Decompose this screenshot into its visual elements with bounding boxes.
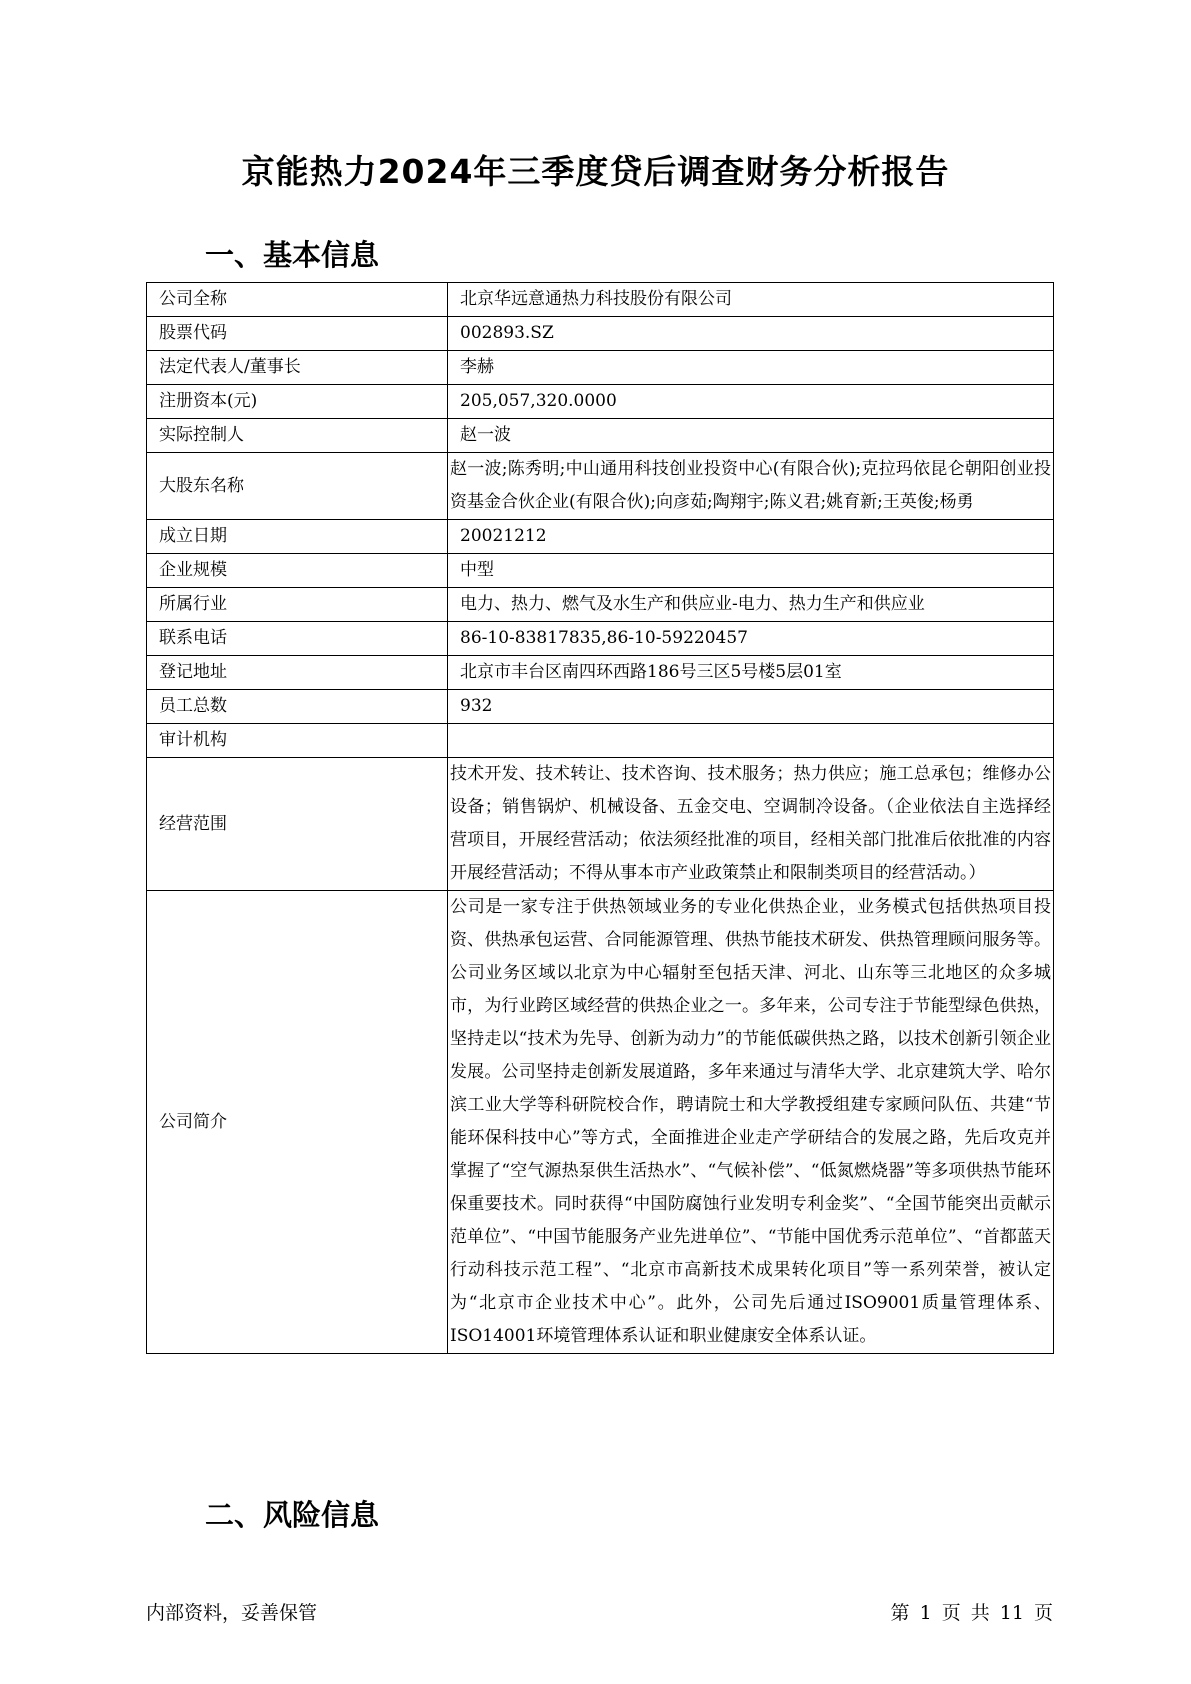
row-value: 李赫: [448, 351, 1054, 385]
row-label: 公司简介: [147, 891, 448, 1354]
row-value: 赵一波;陈秀明;中山通用科技创业投资中心(有限合伙);克拉玛依昆仑朝阳创业投资基金合伙企业(有限合伙);向彦茹;陶翔宇;陈义君;姚育新;王英俊;杨勇: [448, 453, 1054, 520]
row-label: 公司全称: [147, 283, 448, 317]
table-row: [147, 351, 1054, 385]
row-value: 北京华远意通热力科技股份有限公司: [448, 283, 1054, 317]
table-row: [147, 891, 1054, 1354]
table-row: [147, 690, 1054, 724]
report-title: 京能热力2024年三季度贷后调查财务分析报告: [241, 152, 950, 191]
table-row: [147, 419, 1054, 453]
row-value: 公司是一家专注于供热领域业务的专业化供热企业，业务模式包括供热项目投资、供热承包运营、合同能源管理、供热节能技术研发、供热管理顾问服务等。公司业务区域以北京为中心辐射至包括天津、河北、山东等三北地区的众多城市，为行业跨区域经营的供热企业之一。多年来，公司专注于节能型绿色供热，坚持走以“技术为先导、创新为动力”的节能低碳供热之路，以技术创新引领企业发展。公司坚持走创新发展道路，多年来通过与清华大学、北京建筑大学、哈尔滨工业大学等科研院校合作，聘请院士和大学教授组建专家顾问队伍、共建“节能环保科技中心”等方式，全面推进企业走产学研结合的发展之路，先后攻克并掌握了“空气源热泵供生活热水”、“气候补偿”、“低氮燃烧器”等多项供热节能环保重要技术。同时获得“中国防腐蚀行业发明专利金奖”、“全国节能突出贡献示范单位”、“中国节能服务产业先进单位”、“节能中国优秀示范单位”、“首都蓝天行动科技示范工程”、“北京市高新技术成果转化项目”等一系列荣誉，被认定为“北京市企业技术中心”。此外，公司先后通过ISO9001质量管理体系、ISO14001环境管理体系认证和职业健康安全体系认证。: [448, 891, 1054, 1354]
footer-page-number: 第 1 页 共 11 页: [890, 1602, 1053, 1624]
table-row: [147, 283, 1054, 317]
row-label: 企业规模: [147, 554, 448, 588]
row-value: [448, 724, 1054, 758]
row-label: 联系电话: [147, 622, 448, 656]
row-value: 赵一波: [448, 419, 1054, 453]
row-label: 经营范围: [147, 758, 448, 891]
table-row: [147, 622, 1054, 656]
row-label: 股票代码: [147, 317, 448, 351]
row-label: 大股东名称: [147, 453, 448, 520]
basic-info-table: [146, 282, 1054, 1354]
row-label: 成立日期: [147, 520, 448, 554]
table-row: [147, 588, 1054, 622]
footer-confidential-note: 内部资料，妥善保管: [146, 1602, 318, 1624]
table-row: [147, 758, 1054, 891]
row-label: 实际控制人: [147, 419, 448, 453]
row-value: 002893.SZ: [448, 317, 1054, 351]
row-label: 审计机构: [147, 724, 448, 758]
row-label: 员工总数: [147, 690, 448, 724]
row-label: 法定代表人/董事长: [147, 351, 448, 385]
row-label: 所属行业: [147, 588, 448, 622]
row-value: 中型: [448, 554, 1054, 588]
row-label: 登记地址: [147, 656, 448, 690]
row-value: 205,057,320.0000: [448, 385, 1054, 419]
row-value: 电力、热力、燃气及水生产和供应业-电力、热力生产和供应业: [448, 588, 1054, 622]
table-row: [147, 554, 1054, 588]
table-row: [147, 317, 1054, 351]
row-value: 技术开发、技术转让、技术咨询、技术服务；热力供应；施工总承包；维修办公设备；销售锅炉、机械设备、五金交电、空调制冷设备。（企业依法自主选择经营项目，开展经营活动；依法须经批准的项目，经相关部门批准后依批准的内容开展经营活动；不得从事本市产业政策禁止和限制类项目的经营活动。）: [448, 758, 1054, 891]
section-heading-basic-info: 一、基本信息: [205, 238, 380, 272]
table-row: [147, 724, 1054, 758]
section-heading-risk-info: 二、风险信息: [205, 1498, 380, 1532]
table-row: [147, 520, 1054, 554]
row-value: 86-10-83817835,86-10-59220457: [448, 622, 1054, 656]
table-row: [147, 656, 1054, 690]
table-row: [147, 385, 1054, 419]
row-value: 北京市丰台区南四环西路186号三区5号楼5层01室: [448, 656, 1054, 690]
row-value: 932: [448, 690, 1054, 724]
row-label: 注册资本(元): [147, 385, 448, 419]
table-row: [147, 453, 1054, 520]
row-value: 20021212: [448, 520, 1054, 554]
